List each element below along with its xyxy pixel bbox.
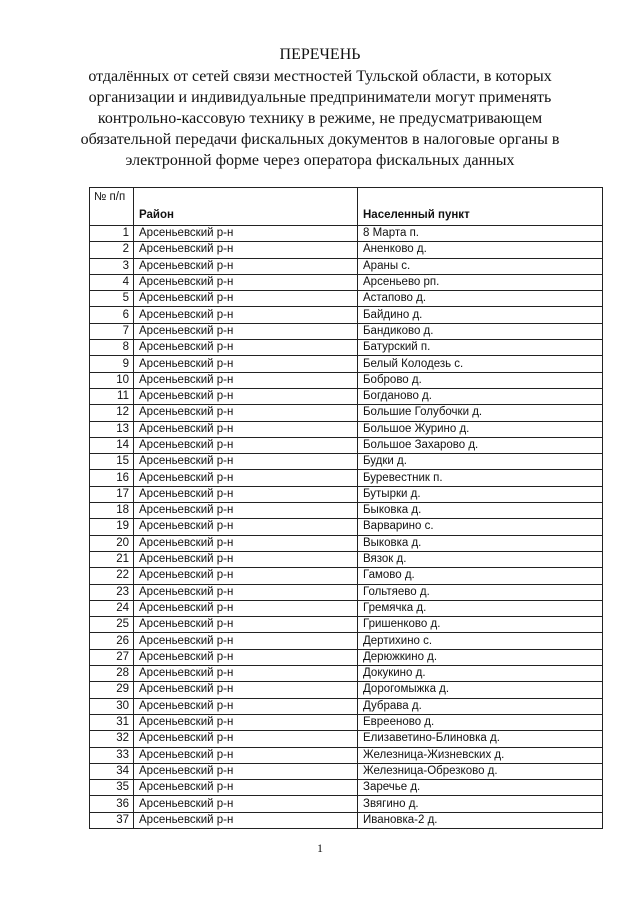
- row-number-cell: 3: [90, 258, 134, 274]
- district-cell: Арсеньевский р-н: [134, 274, 358, 290]
- column-header-number: № п/п: [90, 188, 134, 226]
- row-number-cell: 10: [90, 372, 134, 388]
- settlement-cell: Богданово д.: [358, 388, 603, 404]
- settlement-cell: Байдино д.: [358, 307, 603, 323]
- row-number-cell: 23: [90, 584, 134, 600]
- district-cell: Арсеньевский р-н: [134, 421, 358, 437]
- subtitle-line: отдалённых от сетей связи местностей Тульской области, в которых: [88, 68, 552, 85]
- table-row: [90, 274, 603, 290]
- document-title: ПЕРЕЧЕНЬ: [279, 46, 361, 63]
- settlement-cell: 8 Марта п.: [358, 226, 603, 242]
- district-cell: Арсеньевский р-н: [134, 291, 358, 307]
- district-cell: Арсеньевский р-н: [134, 714, 358, 730]
- table-row: [90, 617, 603, 633]
- table-row: [90, 747, 603, 763]
- table-row: [90, 731, 603, 747]
- district-cell: Арсеньевский р-н: [134, 682, 358, 698]
- district-cell: Арсеньевский р-н: [134, 666, 358, 682]
- table-row: [90, 666, 603, 682]
- row-number-cell: 4: [90, 274, 134, 290]
- table-row: [90, 633, 603, 649]
- settlement-cell: Железница-Обрезково д.: [358, 763, 603, 779]
- row-number-cell: 33: [90, 747, 134, 763]
- table-row: [90, 242, 603, 258]
- district-cell: Арсеньевский р-н: [134, 519, 358, 535]
- row-number-cell: 24: [90, 600, 134, 616]
- district-cell: Арсеньевский р-н: [134, 437, 358, 453]
- settlement-cell: Будки д.: [358, 454, 603, 470]
- district-cell: Арсеньевский р-н: [134, 486, 358, 502]
- settlement-cell: Аненково д.: [358, 242, 603, 258]
- row-number-cell: 28: [90, 666, 134, 682]
- subtitle-line: организации и индивидуальные предприниматели могут применять: [88, 89, 552, 106]
- settlement-cell: Араны с.: [358, 258, 603, 274]
- table-row: [90, 421, 603, 437]
- settlement-cell: Гольтяево д.: [358, 584, 603, 600]
- settlement-cell: Звягино д.: [358, 796, 603, 812]
- settlement-cell: Дубрава д.: [358, 698, 603, 714]
- table-row: [90, 698, 603, 714]
- table-row: [90, 323, 603, 339]
- district-cell: Арсеньевский р-н: [134, 388, 358, 404]
- table-row: [90, 780, 603, 796]
- table-row: [90, 258, 603, 274]
- table-row: [90, 519, 603, 535]
- row-number-cell: 16: [90, 470, 134, 486]
- settlements-table: [89, 187, 603, 829]
- table-row: [90, 307, 603, 323]
- district-cell: Арсеньевский р-н: [134, 796, 358, 812]
- district-cell: Арсеньевский р-н: [134, 600, 358, 616]
- table-row: [90, 437, 603, 453]
- row-number-cell: 8: [90, 340, 134, 356]
- row-number-cell: 1: [90, 226, 134, 242]
- district-cell: Арсеньевский р-н: [134, 780, 358, 796]
- column-header-settlement: Населенный пункт: [358, 188, 603, 226]
- settlement-cell: Буревестник п.: [358, 470, 603, 486]
- settlement-cell: Астапово д.: [358, 291, 603, 307]
- table-row: [90, 812, 603, 828]
- district-cell: Арсеньевский р-н: [134, 454, 358, 470]
- settlement-cell: Вязок д.: [358, 551, 603, 567]
- subtitle-line: электронной форме через оператора фискальных данных: [125, 152, 515, 169]
- settlement-cell: Варварино с.: [358, 519, 603, 535]
- subtitle-line: контрольно-кассовую технику в режиме, не предусматривающем: [97, 110, 543, 127]
- settlement-cell: Большие Голубочки д.: [358, 405, 603, 421]
- settlement-cell: Гремячка д.: [358, 600, 603, 616]
- district-cell: Арсеньевский р-н: [134, 551, 358, 567]
- table-row: [90, 649, 603, 665]
- district-cell: Арсеньевский р-н: [134, 649, 358, 665]
- row-number-cell: 11: [90, 388, 134, 404]
- row-number-cell: 36: [90, 796, 134, 812]
- row-number-cell: 20: [90, 535, 134, 551]
- settlement-cell: Арсеньево рп.: [358, 274, 603, 290]
- district-cell: Арсеньевский р-н: [134, 242, 358, 258]
- row-number-cell: 34: [90, 763, 134, 779]
- row-number-cell: 35: [90, 780, 134, 796]
- district-cell: Арсеньевский р-н: [134, 568, 358, 584]
- table-body: [90, 226, 603, 829]
- table-row: [90, 291, 603, 307]
- row-number-cell: 37: [90, 812, 134, 828]
- district-cell: Арсеньевский р-н: [134, 747, 358, 763]
- district-cell: Арсеньевский р-н: [134, 258, 358, 274]
- page-number: 1: [317, 841, 323, 855]
- settlement-cell: Выковка д.: [358, 535, 603, 551]
- row-number-cell: 30: [90, 698, 134, 714]
- settlement-cell: Заречье д.: [358, 780, 603, 796]
- settlement-cell: Белый Колодезь с.: [358, 356, 603, 372]
- table-row: [90, 796, 603, 812]
- settlement-cell: Докукино д.: [358, 666, 603, 682]
- settlement-cell: Боброво д.: [358, 372, 603, 388]
- row-number-cell: 13: [90, 421, 134, 437]
- table-row: [90, 551, 603, 567]
- settlement-cell: Бандиково д.: [358, 323, 603, 339]
- table-row: [90, 714, 603, 730]
- table-row: [90, 763, 603, 779]
- row-number-cell: 5: [90, 291, 134, 307]
- document-header: [0, 44, 640, 171]
- table-row: [90, 372, 603, 388]
- table-row: [90, 226, 603, 242]
- settlement-cell: Дерюжкино д.: [358, 649, 603, 665]
- row-number-cell: 14: [90, 437, 134, 453]
- district-cell: Арсеньевский р-н: [134, 812, 358, 828]
- district-cell: Арсеньевский р-н: [134, 617, 358, 633]
- district-cell: Арсеньевский р-н: [134, 503, 358, 519]
- row-number-cell: 18: [90, 503, 134, 519]
- row-number-cell: 21: [90, 551, 134, 567]
- row-number-cell: 17: [90, 486, 134, 502]
- table-row: [90, 470, 603, 486]
- district-cell: Арсеньевский р-н: [134, 340, 358, 356]
- table-row: [90, 600, 603, 616]
- table-row: [90, 340, 603, 356]
- row-number-cell: 31: [90, 714, 134, 730]
- column-header-district: Район: [134, 188, 358, 226]
- table-row: [90, 454, 603, 470]
- district-cell: Арсеньевский р-н: [134, 763, 358, 779]
- row-number-cell: 19: [90, 519, 134, 535]
- district-cell: Арсеньевский р-н: [134, 698, 358, 714]
- row-number-cell: 12: [90, 405, 134, 421]
- row-number-cell: 29: [90, 682, 134, 698]
- settlement-cell: Бутырки д.: [358, 486, 603, 502]
- district-cell: Арсеньевский р-н: [134, 372, 358, 388]
- row-number-cell: 22: [90, 568, 134, 584]
- district-cell: Арсеньевский р-н: [134, 535, 358, 551]
- district-cell: Арсеньевский р-н: [134, 470, 358, 486]
- settlement-cell: Железница-Жизневских д.: [358, 747, 603, 763]
- settlement-cell: Елизаветино-Блиновка д.: [358, 731, 603, 747]
- settlement-cell: Дертихино с.: [358, 633, 603, 649]
- table-row: [90, 356, 603, 372]
- district-cell: Арсеньевский р-н: [134, 356, 358, 372]
- settlement-cell: Еврееново д.: [358, 714, 603, 730]
- table-row: [90, 584, 603, 600]
- subtitle-line: обязательной передачи фискальных документов в налоговые органы в: [80, 131, 560, 148]
- settlement-cell: Гамово д.: [358, 568, 603, 584]
- settlement-cell: Большое Журино д.: [358, 421, 603, 437]
- district-cell: Арсеньевский р-н: [134, 731, 358, 747]
- row-number-cell: 25: [90, 617, 134, 633]
- row-number-cell: 2: [90, 242, 134, 258]
- row-number-cell: 15: [90, 454, 134, 470]
- district-cell: Арсеньевский р-н: [134, 584, 358, 600]
- settlement-cell: Батурский п.: [358, 340, 603, 356]
- district-cell: Арсеньевский р-н: [134, 323, 358, 339]
- settlement-cell: Ивановка-2 д.: [358, 812, 603, 828]
- district-cell: Арсеньевский р-н: [134, 633, 358, 649]
- settlement-cell: Большое Захарово д.: [358, 437, 603, 453]
- table-row: [90, 535, 603, 551]
- row-number-cell: 9: [90, 356, 134, 372]
- row-number-cell: 27: [90, 649, 134, 665]
- table-row: [90, 388, 603, 404]
- table-header-row: [90, 188, 603, 226]
- district-cell: Арсеньевский р-н: [134, 405, 358, 421]
- settlement-cell: Быковка д.: [358, 503, 603, 519]
- table-row: [90, 682, 603, 698]
- table-row: [90, 568, 603, 584]
- table-row: [90, 486, 603, 502]
- district-cell: Арсеньевский р-н: [134, 226, 358, 242]
- district-cell: Арсеньевский р-н: [134, 307, 358, 323]
- row-number-cell: 7: [90, 323, 134, 339]
- settlement-cell: Гришенково д.: [358, 617, 603, 633]
- row-number-cell: 26: [90, 633, 134, 649]
- table-row: [90, 503, 603, 519]
- table-row: [90, 405, 603, 421]
- row-number-cell: 6: [90, 307, 134, 323]
- row-number-cell: 32: [90, 731, 134, 747]
- settlement-cell: Дорогомыжка д.: [358, 682, 603, 698]
